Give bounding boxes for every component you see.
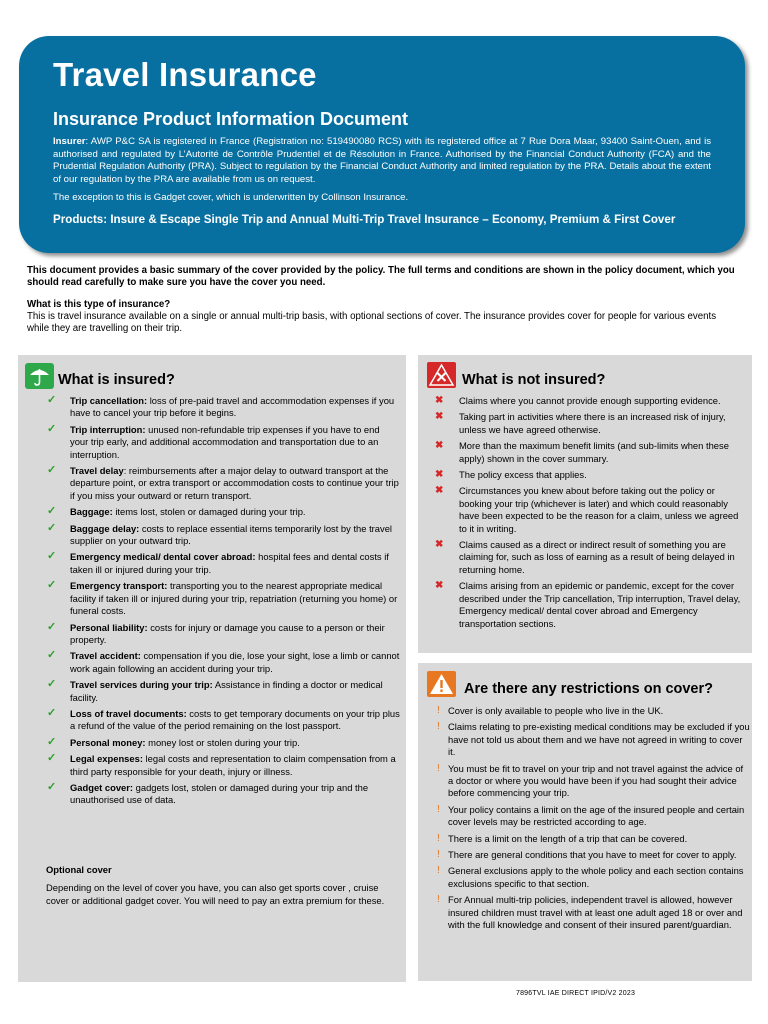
- not-insured-item-text: Taking part in activities where there is an increased risk of injury, unless we have agreed otherwise.: [459, 411, 726, 435]
- exclamation-icon: !: [437, 803, 440, 815]
- cross-icon: ✖: [435, 411, 444, 423]
- insured-item: [47, 735, 400, 749]
- exclamation-icon: !: [437, 705, 440, 716]
- insured-item-text: : reimbursements after a major delay to outward transport at the departure point, or extra transport or accommodation costs to continue your trip if you miss your outward or return transport.: [70, 465, 399, 501]
- not-insured-item: [435, 440, 744, 465]
- not-insured-item-text: The policy excess that applies.: [459, 469, 587, 481]
- insured-item-text: loss of pre-paid travel and accommodation expenses if you have to cancel your trip before it begins.: [70, 395, 395, 419]
- insured-item: [47, 550, 400, 576]
- insured-item-label: Personal liability:: [70, 621, 148, 633]
- not-insured-item: [435, 469, 744, 481]
- cross-icon: ✖: [435, 539, 444, 551]
- insured-panel: [18, 355, 406, 982]
- insured-item: [47, 706, 400, 733]
- insured-item: [47, 620, 400, 647]
- check-icon: ✓: [47, 550, 57, 563]
- not-insured-item: [435, 411, 744, 436]
- restriction-item-text: For Annual multi-trip policies, independent travel is allowed, however insured children must travel with at least one adult aged 18 or over and with the full knowledge and consent of their insured parent/guardian.: [448, 894, 743, 931]
- insured-item-label: Legal expenses:: [70, 753, 143, 765]
- not-insured-item: [435, 580, 744, 630]
- optional-cover-text: Depending on the level of cover you have, you can also get sports cover , cruise cover or additional gadget cover. You will need to pay an extra premium for these.: [46, 882, 385, 906]
- exclamation-icon: !: [437, 865, 440, 877]
- restrictions-list: [437, 705, 750, 936]
- insured-item-text: money lost or stolen during your trip.: [145, 736, 300, 748]
- cross-icon: ✖: [435, 395, 444, 406]
- restriction-item-text: You must be fit to travel on your trip and not travel against the advice of a doctor or where you would have been if you had sought their advice before commencing your trip.: [448, 762, 744, 799]
- insurer-label: Insurer: [53, 136, 86, 147]
- insured-item-text: hospital fees and dental costs if taken ill or injured during your trip.: [70, 551, 389, 575]
- insured-item-text: costs for injury or damage you cause to a person or their property.: [70, 621, 385, 645]
- check-icon: ✓: [47, 505, 57, 518]
- check-icon: ✓: [47, 394, 57, 406]
- insured-item-text: costs to get temporary documents on your trip plus a refund of the value of the period remaining on the lost passport.: [70, 707, 400, 732]
- intro-section: [27, 265, 739, 335]
- insured-item: [47, 752, 400, 778]
- insured-item-label: Travel services during your trip:: [70, 679, 213, 691]
- insured-item-text: compensation if you die, lose your sight, lose a limb or cannot work again following an accident during your trip.: [70, 650, 400, 674]
- exclamation-icon: !: [437, 721, 440, 733]
- insurer-paragraph: [53, 136, 711, 186]
- not-insured-item: [435, 395, 744, 407]
- insured-list: [47, 394, 400, 811]
- not-insured-panel: [418, 355, 752, 653]
- page-title: Travel Insurance: [53, 56, 317, 93]
- restriction-item: [437, 865, 750, 890]
- document-code: 7896TVL IAE DIRECT IPID/V2 2023: [516, 990, 636, 997]
- optional-cover: [46, 864, 396, 907]
- not-insured-list: [435, 395, 744, 634]
- insured-item-text: costs to replace essential items temporarily lost by the travel supplier on your outward trip.: [70, 522, 393, 547]
- insured-item-label: Travel accident:: [70, 650, 141, 662]
- exclamation-icon: !: [437, 894, 440, 906]
- insured-item-label: Emergency transport:: [70, 580, 168, 592]
- insured-item-text: gadgets lost, stolen or damaged during your trip and the unauthorised use of data.: [70, 781, 369, 806]
- insured-item-label: Gadget cover:: [70, 781, 134, 793]
- restriction-item: [437, 705, 750, 717]
- check-icon: ✓: [47, 464, 57, 477]
- check-icon: ✓: [47, 620, 57, 633]
- check-icon: ✓: [47, 649, 57, 662]
- insured-item: [47, 649, 400, 675]
- exclamation-icon: !: [437, 849, 440, 861]
- check-icon: ✓: [47, 752, 57, 765]
- restrictions-panel: [418, 663, 752, 981]
- insured-item: [47, 464, 400, 502]
- insured-item-label: Travel delay: [70, 465, 124, 477]
- restriction-item: [437, 721, 750, 758]
- insured-item: [47, 394, 400, 420]
- restriction-item-text: There is a limit on the length of a trip that can be covered.: [448, 832, 688, 844]
- insured-item: [47, 521, 400, 548]
- not-insured-title: What is not insured?: [462, 372, 606, 388]
- cross-warning-icon: [427, 362, 456, 388]
- restriction-item: [437, 832, 750, 845]
- cross-icon: ✖: [435, 485, 444, 497]
- insured-item-text: Assistance in finding a doctor or medical facility.: [70, 679, 383, 703]
- umbrella-icon: [25, 363, 54, 389]
- insured-item-label: Baggage delay:: [70, 522, 140, 534]
- restriction-item: [437, 803, 750, 829]
- exclamation-icon: !: [437, 832, 440, 844]
- products-line: Products: Insure & Escape Single Trip and Annual Multi-Trip Travel Insurance – Economy, Premium & First Cover: [53, 212, 676, 226]
- check-icon: ✓: [47, 579, 57, 592]
- not-insured-item-text: Claims caused as a direct or indirect result of something you are claiming for, such as loss of earning as a result of being delayed in returning home.: [459, 539, 735, 575]
- cross-icon: ✖: [435, 580, 444, 592]
- exclamation-icon: !: [437, 762, 440, 774]
- check-icon: ✓: [47, 735, 57, 748]
- insured-item: [47, 422, 400, 461]
- check-icon: ✓: [47, 521, 57, 534]
- insured-item: [47, 678, 400, 704]
- intro-summary: This document provides a basic summary of the cover provided by the policy. The full terms and conditions are shown in the policy document, which you should read carefully to make sure you have the cover you need.: [27, 265, 735, 288]
- insured-item-text: transporting you to the nearest appropriate medical facility if taken ill or injured during your trip, repatriation (returning you home) or funeral costs.: [70, 580, 398, 617]
- insurer-text: : AWP P&C SA is registered in France (Registration no: 519490080 RCS) with its registered office at 7 Rue Dora Maar, 93400 Saint-Ouen, and is authorised and regulated by L’Autorité de Contrôle Prudentiel et de Résolution in France. Authorised by the Financial Conduct Authority (FCA) and the Prudential Regulation Authority (PRA). Subject to regulation by the Financial Conduct Authority and limited regulation by the PRA. Details about the extent of our regulation by the PRA are available from us on request.: [53, 136, 711, 185]
- insured-item-label: Personal money:: [70, 736, 146, 748]
- insured-item-label: Loss of travel documents:: [70, 707, 187, 719]
- insured-title: What is insured?: [58, 372, 175, 388]
- restriction-item-text: Your policy contains a limit on the age of the insured people and certain cover levels may be restricted according to age.: [448, 803, 745, 828]
- insured-item-text: legal costs and representation to claim compensation from a third party responsible for your death, injury or illness.: [70, 753, 396, 777]
- intro-question: What is this type of insurance?: [27, 299, 171, 310]
- cross-icon: ✖: [435, 440, 444, 452]
- check-icon: ✓: [47, 422, 57, 435]
- insured-item-label: Trip cancellation:: [70, 395, 148, 406]
- intro-answer: This is travel insurance available on a single or annual multi-trip basis, with optional sections of cover. The insurance provides cover for people for various events while they are travelling on their trip.: [27, 311, 717, 334]
- check-icon: ✓: [47, 780, 57, 793]
- warning-icon: [427, 671, 456, 697]
- insured-item-label: Emergency medical/ dental cover abroad:: [70, 551, 256, 563]
- restriction-item: [437, 849, 750, 861]
- not-insured-item: [435, 539, 744, 576]
- check-icon: ✓: [47, 706, 57, 719]
- page-subtitle: Insurance Product Information Document: [53, 109, 409, 129]
- insured-item-label: Trip interruption:: [70, 423, 146, 435]
- not-insured-item-text: Circumstances you knew about before taking out the policy or booking your trip (whichever is later) and which could reasonably have been expected to be the reason for a claim, unless we agreed to it in writing.: [459, 485, 739, 534]
- check-icon: ✓: [47, 678, 57, 691]
- restriction-item: [437, 894, 750, 931]
- insured-item: [47, 505, 400, 518]
- insured-item-text: unused non-refundable trip expenses if you have to end your trip early, and additional accommodation and transportation due to an interruption.: [70, 423, 380, 460]
- cross-icon: ✖: [435, 469, 444, 481]
- restriction-item-text: Claims relating to pre-existing medical conditions may be excluded if you have not told us about them and we have not agreed in writing to cover it.: [448, 721, 750, 758]
- exception-note: The exception to this is Gadget cover, which is underwritten by Collinson Insurance.: [53, 192, 409, 204]
- insured-item: [47, 780, 400, 807]
- not-insured-item-text: More than the maximum benefit limits (and sub-limits when these apply) shown in the cover summary.: [459, 440, 729, 464]
- restriction-item: [437, 762, 750, 800]
- optional-cover-title: Optional cover: [46, 864, 112, 875]
- restrictions-title: Are there any restrictions on cover?: [464, 681, 713, 697]
- insured-item: [47, 579, 400, 617]
- restriction-item-text: General exclusions apply to the whole policy and each section contains exclusions specific to that section.: [448, 865, 744, 889]
- restriction-item-text: There are general conditions that you have to meet for cover to apply.: [448, 849, 737, 861]
- restriction-item-text: Cover is only available to people who live in the UK.: [448, 705, 664, 716]
- not-insured-item-text: Claims where you cannot provide enough supporting evidence.: [459, 395, 721, 406]
- header-banner: [19, 36, 745, 253]
- not-insured-item: [435, 485, 744, 535]
- not-insured-item-text: Claims arising from an epidemic or pandemic, except for the cover described under the Trip cancellation, Trip interruption, Travel delay, Emergency medical/ dental cover abroad and Emergency transportation sections.: [459, 580, 741, 629]
- insured-item-text: items lost, stolen or damaged during your trip.: [112, 506, 306, 518]
- insured-item-label: Baggage:: [70, 506, 113, 518]
